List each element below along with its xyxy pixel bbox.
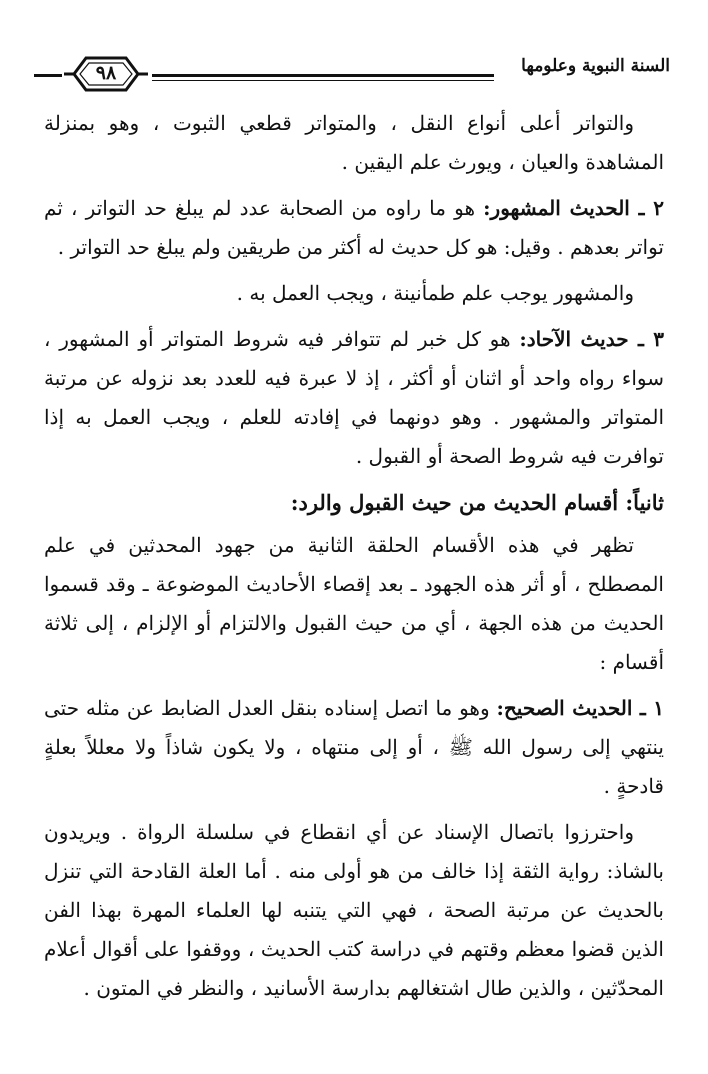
- paragraph-tawatur-summary: والتواتر أعلى أنواع النقل ، والمتواتر قطعي الثبوت ، وهو بمنزلة المشاهدة والعيان ، ويورث علم اليقين .: [44, 111, 664, 174]
- header-rule-left: [34, 74, 62, 77]
- term-ahad: ٣ ـ حديث الآحاد:: [519, 327, 664, 351]
- paragraph-sahih-explanation: واحترزوا باتصال الإسناد عن أي انقطاع في سلسلة الرواة . ويريدون بالشاذ: رواية الثقة إذا خالف من هو أولى منه . أما العلة القادحة التي تنزل بالحديث عن مرتبة الصحة ، فهي التي يتنبه لها العلماء المهرة بهذا الفن الذين قضوا معظم وقتهم في دراسة كتب الحديث ، ووقفوا على أقوال أعلام المحدّثين ، والذين طال اشتغالهم بدارسة الأسانيد ، والنظر في المتون .: [44, 820, 664, 1000]
- section-heading-acceptance: ثانياً: أقسام الحديث من حيث القبول والرد:: [290, 490, 664, 515]
- page-body: [44, 104, 664, 1015]
- sahih-definition-text: وهو ما اتصل إسناده بنقل العدل الضابط عن مثله حتى ينتهي إلى رسول الله ﷺ ، أو إلى منتهاه ، ولا يكون شاذاً ولا معللاً بعلةٍ قادحةٍ .: [44, 696, 664, 798]
- paragraph-sahih-definition: [44, 689, 664, 806]
- mashhur-definition-text: هو ما راوه من الصحابة عدد لم يبلغ حد التواتر ، ثم تواتر بعدهم . وقيل: هو كل حديث له أكثر من طريقين ولم يبلغ حد التواتر .: [44, 196, 664, 259]
- running-title: السنة النبوية وعلومها: [521, 56, 670, 76]
- paragraph-divisions-intro: تظهر في هذه الأقسام الحلقة الثانية من جهود المحدثين في علم المصطلح ، أو أثر هذه الجهود ـ بعد إقصاء الأحاديث الموضوعة ـ وقد قسموا الحديث من هذه الجهة ، أي من حيث القبول والالتزام أو الإلزام ، إلى ثلاثة أقسام :: [44, 533, 664, 674]
- page-header: [34, 52, 670, 98]
- page-number-badge: [64, 54, 148, 94]
- paragraph-mashhur-ruling: والمشهور يوجب علم طمأنينة ، ويجب العمل به .: [236, 281, 634, 305]
- paragraph-ahad-definition: [44, 320, 664, 476]
- page-number: ٩٨: [95, 62, 117, 84]
- paragraph-mashhur-definition: [44, 189, 664, 267]
- ahad-definition-text: هو كل خبر لم تتوافر فيه شروط المتواتر أو المشهور ، سواء رواه واحد أو اثنان أو أكثر ، إذ لا عبرة فيه للعدد بعد نزوله عن مرتبة المتواتر والمشهور . وهو دونهما في إفادته للعلم ، ويجب العمل به إذا توافرت فيه شروط الصحة أو القبول .: [44, 327, 664, 468]
- header-rule: [152, 74, 494, 81]
- term-sahih: ١ ـ الحديث الصحيح:: [496, 696, 664, 720]
- term-mashhur: ٢ ـ الحديث المشهور:: [483, 196, 664, 220]
